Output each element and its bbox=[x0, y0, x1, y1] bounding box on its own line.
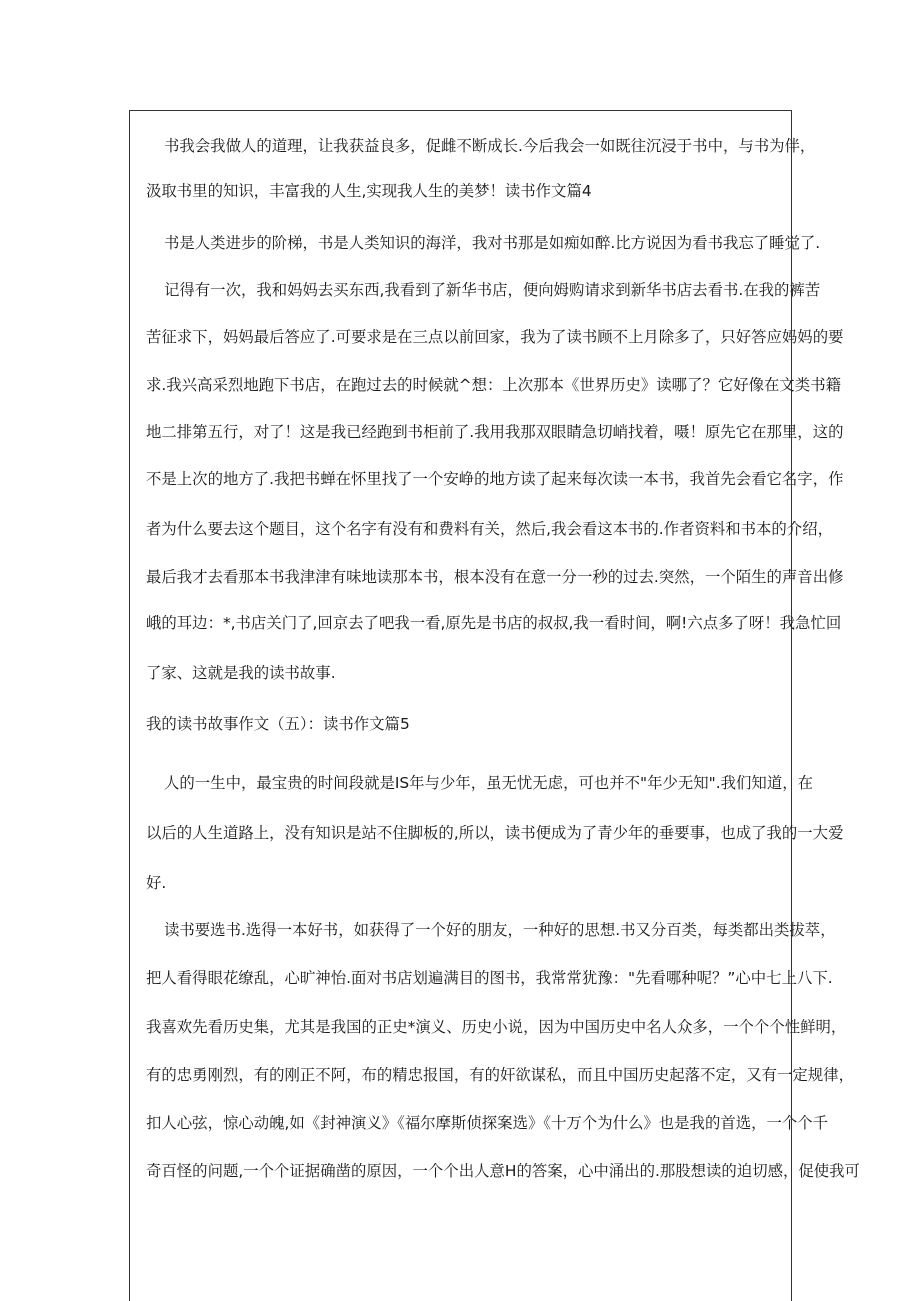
text-line: 把人看得眼花缭乱，心旷神怡.面对书店划遍满目的图书，我常常犹豫："先看哪种呢？”心中七上八下. bbox=[146, 969, 833, 987]
text-line: 以后的人生道路上，没有知识是站不住脚板的,所以，读书便成为了青少年的垂要事，也成了我的一大爱 bbox=[146, 824, 844, 842]
text-line: 苦征求下，妈妈最后答应了.可要求是在三点以前回家，我为了读书顾不上月除多了，只好答应妈妈的要 bbox=[146, 328, 844, 346]
text-line: 书我会我做人的道理，让我获益良多，促雌不断成长.今后我会一如既往沉浸于书中，与书为伴， bbox=[164, 137, 816, 155]
text-line: 地二排第五行，对了！这是我已经跑到书柜前了.我用我那双眼睛急切峭找着，嗫！原先它在那里，这的 bbox=[146, 423, 844, 441]
text-line: 峨的耳边：*,书店关门了,回京去了吧我一看,原先是书店的叔叔,我一看时间，啊!六点多了呀！我急忙回 bbox=[146, 614, 842, 632]
text-line: 我喜欢先看历史集，尤其是我国的正史*演义、历史小说，因为中国历史中名人众多，一个个个性鲜明， bbox=[146, 1018, 847, 1036]
text-line: 记得有一次，我和妈妈去买东西,我看到了新华书店，便向姆购请求到新华书店去看书.在我的裤苦 bbox=[164, 281, 821, 299]
section-heading: 我的读书故事作文（五）：读书作文篇5 bbox=[146, 715, 410, 733]
text-line: 了家、这就是我的读书故事. bbox=[146, 664, 336, 682]
text-line: 读书要选书.选得一本好书，如获得了一个好的朋友，一种好的思想.书又分百类，每类都出类拔萃， bbox=[164, 921, 836, 939]
text-line: 人的一生中，最宝贵的时间段就是IS年与少年，虽无忧无虑，可也并不"年少无知".我们知道，在 bbox=[164, 774, 813, 792]
text-line: 汲取书里的知识，丰富我的人生,实现我人生的美梦！读书作文篇4 bbox=[146, 182, 592, 200]
text-line: 最后我才去看那本书我津津有味地读那本书，根本没有在意一分一秒的过去.突然，一个陌生的声音出修 bbox=[146, 568, 844, 586]
text-line: 不是上次的地方了.我把书蝉在怀里找了一个安峥的地方读了起来每次读一本书，我首先会看它名字，作 bbox=[146, 470, 844, 488]
text-line: 书是人类进步的阶梯，书是人类知识的海洋，我对书那是如痴如醉.比方说因为看书我忘了睡觉了. bbox=[164, 234, 821, 252]
text-line: 求.我兴高采烈地跑下书店，在跑过去的时候就^想：上次那本《世界历史》读哪了？它好像在文类书籍 bbox=[146, 376, 841, 394]
text-line: 有的忠勇刚烈，有的刚正不阿，布的精忠报国，有的奸欲谋私，而且中国历史起落不定，又有一定规律， bbox=[146, 1066, 854, 1084]
text-line: 者为什么要去这个题目，这个名字有没有和费料有关，然后,我会看这本书的.作者资料和书本的介绍， bbox=[146, 520, 833, 538]
text-line: 奇百怪的问题,一个个证据确凿的原因，一个个出人意H的答案，心中涌出的.那股想读的迫切感，促使我可 bbox=[146, 1162, 860, 1180]
text-line: 扣人心弦，惊心动魄,如《封神演义》《福尔摩斯侦探案选》《十万个为什么》也是我的首选，一个个千 bbox=[146, 1114, 829, 1132]
text-line: 好. bbox=[146, 874, 167, 892]
